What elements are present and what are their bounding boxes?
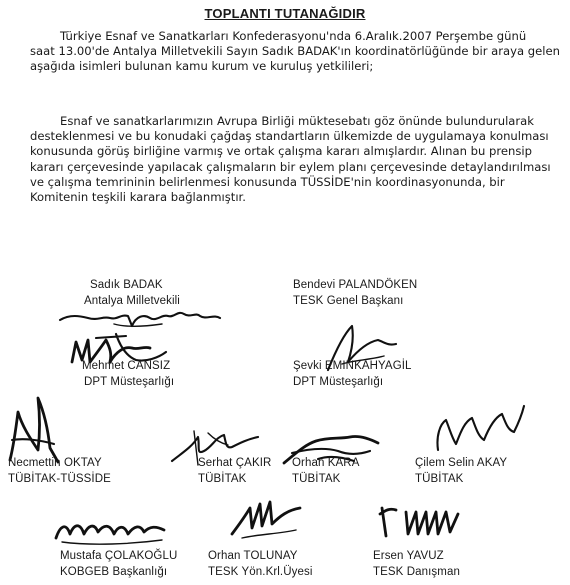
signatory-name: Çilem Selin AKAY [415, 457, 508, 469]
signatory-title: TESK Danışman [373, 566, 460, 578]
signatory-title: TÜBİTAK-TÜSSİDE [8, 473, 111, 485]
signatory-name: Ersen YAVUZ [373, 550, 444, 562]
paragraph-line: Komitenin teşkili karara bağlanmıştır. [30, 190, 246, 205]
signatory-name: Orhan KARA [292, 457, 360, 469]
signatory-name: Orhan TOLUNAY [208, 550, 298, 562]
paragraph-line: saat 13.00'de Antalya Milletvekili Sayın Sadık BADAK'ın koordinatörlüğünde bir araya gelen [30, 44, 560, 59]
signatory-title: TESK Genel Başkanı [293, 295, 404, 307]
paragraph-line: desteklenmesi ve bu konudaki çağdaş standartların ülkemizde de uygulamaya konulması [30, 129, 549, 144]
paragraph-line: kararı çerçevesinde yapılacak çalışmaların bir eylem planı çerçevesinde detaylandırılması [30, 159, 551, 174]
signatory-title: KOBGEB Başkanlığı [60, 566, 168, 578]
paragraph-intro [30, 29, 560, 75]
signatory-name: Şevki EMINKAHYAGİL [293, 360, 412, 372]
paragraph-decision [30, 114, 552, 205]
paragraph-line: aşağıda isimleri bulunan kamu kurum ve kuruluş yetkilileri; [30, 59, 374, 74]
signature-cilem-selin-akay [428, 400, 528, 456]
signatory-name: Mustafa ÇOLAKOĞLU [60, 550, 178, 562]
paragraph-line: konusunda görüş birliğine varmış ve ortak çalışma kararı almışlardır. Alınan bu prensip [30, 144, 533, 159]
signatory-name: Bendevi PALANDÖKEN [293, 279, 418, 291]
paragraph-line: Esnaf ve sanatkarlarımızın Avrupa Birliği müktesebatı göz önünde bulundurularak [60, 114, 535, 128]
signatory-name: Necmettin OKTAY [8, 457, 102, 469]
signature-sadik-badak [58, 304, 228, 334]
signatory-title: TÜBİTAK [292, 473, 341, 485]
signatory-title: DPT Müsteşarlığı [84, 376, 175, 388]
signatory-name: Serhat ÇAKIR [198, 457, 272, 469]
signature-mustafa-colakoglu [52, 512, 168, 548]
document-title: TOPLANTI TUTANAĞIDIR [204, 6, 366, 21]
signatory-title: Antalya Milletvekili [84, 295, 180, 307]
signatory-title: TÜBİTAK [198, 473, 247, 485]
signatory-title: TESK Yön.Krl.Üyesi [208, 566, 313, 578]
paragraph-line: ve çalışma temrininin belirlenmesi konusunda TÜSSİDE'nin koordinasyonunda, bir [30, 174, 505, 189]
paragraph-line: Türkiye Esnaf ve Sanatkarları Konfederasyonu'nda 6.Aralık.2007 Perşembe günü [60, 29, 527, 43]
signatory-title: TÜBİTAK [415, 473, 464, 485]
signatory-name: Sadık BADAK [90, 279, 163, 291]
signature-ersen-yavuz [376, 500, 466, 544]
signatory-name: Mehmet CANSIZ [82, 360, 171, 372]
signature-orhan-tolunay [226, 494, 306, 544]
signatory-title: DPT Müsteşarlığı [293, 376, 384, 388]
